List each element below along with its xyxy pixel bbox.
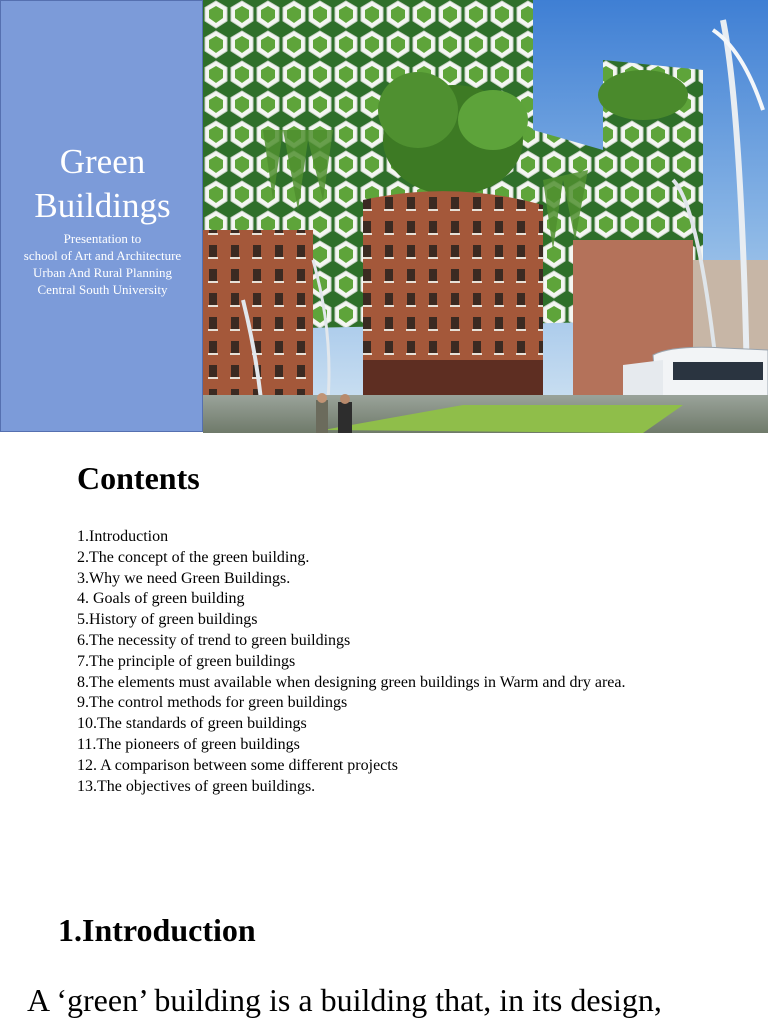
title-panel — [0, 0, 203, 432]
subtitle-line: Presentation to — [63, 231, 142, 246]
subtitle-line: school of Art and Architecture — [23, 248, 182, 263]
toc-item: 3.Why we need Green Buildings. — [77, 569, 291, 587]
subtitle-line: Urban And Rural Planning — [32, 265, 172, 280]
presentation-subtitle — [1, 230, 204, 298]
toc-item: 6.The necessity of trend to green buildings — [77, 631, 351, 649]
introduction-text: A ‘green’ building is a building that, in its design, — [27, 982, 662, 1018]
toc-item: 11.The pioneers of green buildings — [77, 735, 300, 753]
toc-item: 10.The standards of green buildings — [77, 715, 307, 733]
toc-item: 5.History of green buildings — [77, 611, 258, 629]
subtitle-line: Central South University — [37, 282, 168, 297]
green-building-photo — [203, 0, 768, 433]
toc-item: 7.The principle of green buildings — [77, 652, 296, 670]
contents-heading: Contents — [77, 460, 200, 496]
introduction-heading: 1.Introduction — [58, 912, 256, 948]
toc-item: 13.The objectives of green buildings. — [77, 777, 316, 795]
presentation-title: Green Buildings — [34, 142, 171, 225]
toc-item: 4. Goals of green building — [77, 590, 245, 608]
toc-item: 8.The elements must available when designing green buildings in Warm and dry area. — [77, 673, 626, 691]
toc-item: 9.The control methods for green buildings — [77, 694, 348, 712]
toc-item: 1.Introduction — [77, 528, 169, 545]
table-of-contents — [77, 527, 625, 797]
toc-item: 2.The concept of the green building. — [77, 548, 310, 566]
toc-item: 12. A comparison between some different projects — [77, 756, 398, 774]
cover-section — [0, 0, 768, 433]
